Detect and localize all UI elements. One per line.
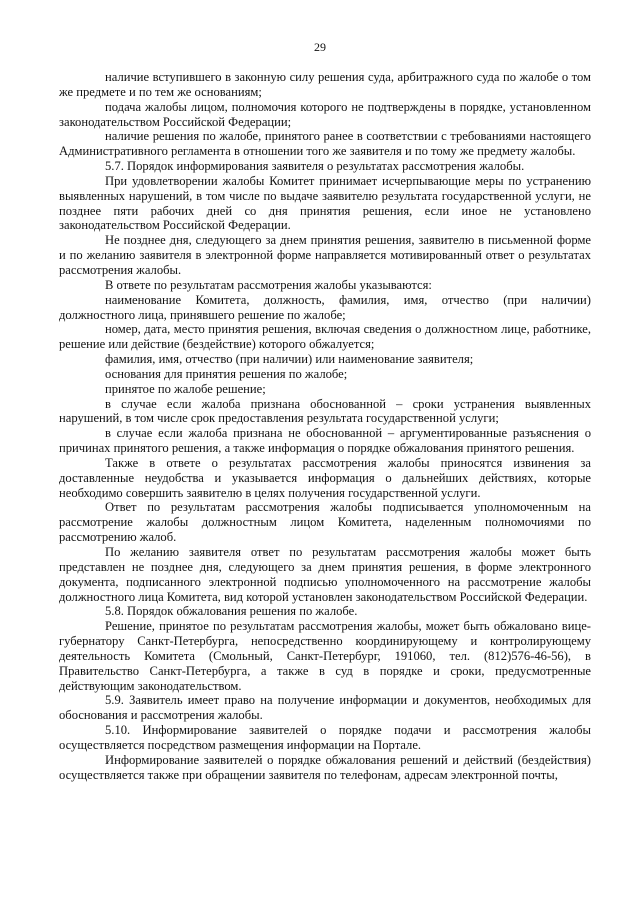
paragraph: Не позднее дня, следующего за днем принятия решения, заявителю в письменной форме и по желанию заявителя в электронной форме направляется мотивированный ответ о результатах рассмотрения жалобы. bbox=[59, 233, 591, 277]
paragraph: наличие решения по жалобе, принятого ранее в соответствии с требованиями настоящего Административного регламента в отношении того же заявителя и по тому же предмету жалобы. bbox=[59, 129, 591, 159]
paragraph: Информирование заявителей о порядке обжалования решений и действий (бездействия) осуществляется также при обращении заявителя по телефонам, адресам электронной почты, bbox=[59, 752, 591, 782]
paragraph: При удовлетворении жалобы Комитет принимает исчерпывающие меры по устранению выявленных нарушений, в том числе по выдаче заявителю результата государственной услуги, не позднее пяти рабочих дней со дня принятия решения, если иное не установлено законодательством Российской Федерации. bbox=[59, 173, 591, 233]
section-heading: 5.10. Информирование заявителей о порядке подачи и рассмотрения жалобы осуществляется посредством размещения информации на Портале. bbox=[59, 723, 591, 752]
paragraph: наличие вступившего в законную силу решения суда, арбитражного суда по жалобе о том же предмете и по тем же основаниям; bbox=[59, 70, 591, 99]
paragraph: По желанию заявителя ответ по результатам рассмотрения жалобы может быть представлен не позднее дня, следующего за днем принятия решения, в форме электронного документа, подписанного электронной подписью уполномоченного на рассмотрение жалобы должностного лица Комитета, вид которой установлен законодательством Российской Федерации. bbox=[59, 545, 591, 604]
paragraph: Также в ответе о результатах рассмотрения жалобы приносятся извинения за доставленные неудобства и указывается информация о дальнейших действиях, которые необходимо совершить заявителю в целях получения государственной услуги. bbox=[59, 455, 591, 500]
paragraph: Решение, принятое по результатам рассмотрения жалобы, может быть обжаловано вице-губернатору Санкт-Петербурга, непосредственно координирующему и контролирующему деятельность Комитета (Смольный, Санкт-Петербург, 191060, тел. (812)576-46-56), в Правительство Санкт-Петербурга, а также в суд в порядке и сроки, предусмотренные действующим законодательством. bbox=[59, 619, 591, 693]
list-item: принятое по жалобе решение; bbox=[105, 381, 266, 396]
list-item: фамилия, имя, отчество (при наличии) или наименование заявителя; bbox=[105, 352, 474, 367]
section-heading: 5.8. Порядок обжалования решения по жалобе. bbox=[105, 604, 358, 619]
list-item: в случае если жалоба признана обоснованной – сроки устранения выявленных нарушений, в том числе срок предоставления результата государственной услуги; bbox=[59, 396, 591, 426]
section-heading: 5.9. Заявитель имеет право на получение информации и документов, необходимых для обоснования и рассмотрения жалобы. bbox=[59, 693, 591, 723]
paragraph: В ответе по результатам рассмотрения жалобы указываются: bbox=[105, 277, 432, 292]
list-item: в случае если жалоба признана не обоснованной – аргументированные разъяснения о причинах принятого решения, а также информация о порядке обжалования принятого решения. bbox=[59, 426, 591, 456]
list-item: наименование Комитета, должность, фамилия, имя, отчество (при наличии) должностного лица, принявшего решение по жалобе; bbox=[59, 292, 591, 322]
section-heading: 5.7. Порядок информирования заявителя о результатах рассмотрения жалобы. bbox=[105, 159, 525, 174]
paragraph: подача жалобы лицом, полномочия которого не подтверждены в порядке, установленном законодательством Российской Федерации; bbox=[59, 99, 591, 129]
page-number: 29 bbox=[314, 40, 326, 54]
list-item: основания для принятия решения по жалобе; bbox=[105, 366, 348, 381]
list-item: номер, дата, место принятия решения, включая сведения о должностном лице, работнике, решение или действие (бездействие) которого обжалуется; bbox=[59, 322, 591, 352]
paragraph: Ответ по результатам рассмотрения жалобы подписывается уполномоченным на рассмотрение жалобы должностным лицом Комитета, наделенным полномочиями по рассмотрению жалоб. bbox=[59, 500, 591, 545]
body-text bbox=[59, 70, 591, 783]
